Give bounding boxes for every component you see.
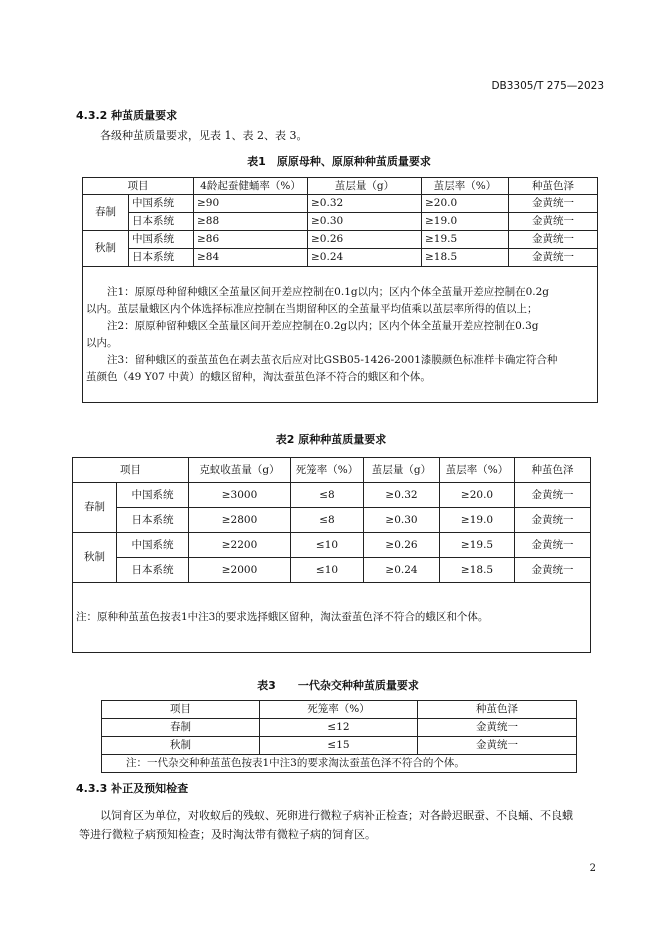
table-cell: ≥90: [194, 195, 308, 213]
table3-note: 注：一代杂交种种茧茧色按表1中注3的要求淘汰蚕茧色泽不符合的个体。: [102, 755, 577, 773]
table-cell: 金黄统一: [418, 719, 577, 737]
table1-note-line: 以内。茧层量蛾区内个体选择标准应控制在当期留种区的全茧量平均值乘以茧层率所得的值以上；: [86, 302, 538, 315]
table-cell: 金黄统一: [509, 249, 598, 267]
table3-header-row: [102, 701, 577, 719]
table-cell: ≥20.0: [440, 483, 515, 508]
table-cell: ≥0.24: [364, 558, 440, 583]
table1-note-line: 注1：原原母种留种蛾区全茧量区间开差应控制在0.1g以内；区内个体全茧量开差应控制在0.2g: [86, 285, 550, 298]
table-cell: 日本系统: [129, 213, 194, 231]
table-cell: ≥19.5: [422, 231, 509, 249]
table1-header-item: 项目: [83, 178, 194, 195]
table2-group-spring: 春制: [73, 483, 117, 533]
table3-note-row: [102, 755, 577, 773]
table-cell: 中国系统: [129, 231, 194, 249]
table-cell: 春制: [102, 719, 260, 737]
table-cell: ≥18.5: [422, 249, 509, 267]
table-row: [73, 558, 591, 583]
table-cell: 金黄统一: [515, 483, 591, 508]
table1-note-line: 以内。: [86, 336, 118, 349]
table-cell: 日本系统: [117, 508, 189, 533]
table1-header-col: 种茧色泽: [509, 178, 598, 195]
table1-header-col: 4龄起蚕健蛹率（%）: [194, 178, 308, 195]
table3-title: 表3 一代杂交种种茧质量要求: [257, 679, 419, 692]
table-cell: ≤8: [291, 483, 364, 508]
table2-note-row: [73, 583, 591, 653]
table1: [82, 177, 598, 403]
table2-header-col: 克蚁收茧量（g）: [189, 458, 291, 483]
table1-header-row: [83, 178, 598, 195]
table1-group-spring: 春制: [83, 195, 129, 231]
table-row: [73, 508, 591, 533]
table-cell: ≥86: [194, 231, 308, 249]
table-row: [73, 533, 591, 558]
table-cell: 金黄统一: [515, 533, 591, 558]
table2-header-col: 死笼率（%）: [291, 458, 364, 483]
table-cell: ≥19.0: [440, 508, 515, 533]
table-cell: ≥0.26: [364, 533, 440, 558]
table3-header-col: 项目: [102, 701, 260, 719]
table-cell: ≥0.32: [308, 195, 422, 213]
table2-header-col: 种茧色泽: [515, 458, 591, 483]
table-cell: 金黄统一: [509, 231, 598, 249]
table3-header-col: 种茧色泽: [418, 701, 577, 719]
section-432-intro: 各级种茧质量要求，见表 1、表 2、表 3。: [100, 129, 308, 142]
table-row: [83, 195, 598, 213]
table-cell: 金黄统一: [515, 558, 591, 583]
table-cell: ≥2000: [189, 558, 291, 583]
table-cell: ≥88: [194, 213, 308, 231]
table-row: [83, 249, 598, 267]
table-cell: 金黄统一: [509, 213, 598, 231]
table-row: [73, 483, 591, 508]
table-cell: ≤10: [291, 533, 364, 558]
table2-header-col: 茧层量（g）: [364, 458, 440, 483]
table2-group-autumn: 秋制: [73, 533, 117, 583]
table-cell: ≥0.32: [364, 483, 440, 508]
table-cell: ≥18.5: [440, 558, 515, 583]
table-cell: 日本系统: [117, 558, 189, 583]
section-433-body-line2: 等进行微粒子病预知检查；及时淘汰带有微粒子病的饲育区。: [79, 828, 376, 841]
table2-header-col: 茧层率（%）: [440, 458, 515, 483]
table2-header-item: 项目: [73, 458, 189, 483]
table-cell: 金黄统一: [509, 195, 598, 213]
table1-note-line: 注2：原原种留种蛾区全茧量区间开差应控制在0.2g以内；区内个体全茧量开差应控制在0.3g: [86, 319, 539, 332]
table-cell: ≥84: [194, 249, 308, 267]
table-cell: 日本系统: [129, 249, 194, 267]
table-cell: ≥0.30: [364, 508, 440, 533]
section-title-433: 4.3.3 补正及预知检查: [76, 782, 189, 795]
table-cell: 金黄统一: [515, 508, 591, 533]
table1-note-line: 茧颜色（49 Y07 中黄）的蛾区留种，淘汰蚕茧色泽不符合的蛾区和个体。: [86, 370, 431, 383]
table-cell: ≤15: [260, 737, 418, 755]
table-row: [102, 737, 577, 755]
section-433-body-line1: 以饲育区为单位，对收蚁后的残蚁、死卵进行微粒子病补正检查；对各龄迟眠蚕、不良蛹、不良蛾: [100, 809, 573, 822]
table2-note: 注：原种种茧茧色按表1中注3的要求选择蛾区留种，淘汰蚕茧色泽不符合的蛾区和个体。: [73, 583, 591, 653]
table1-group-autumn: 秋制: [83, 231, 129, 267]
table-row: [102, 719, 577, 737]
table1-title: 表1 原原母种、原原种种茧质量要求: [247, 155, 431, 168]
table-cell: 金黄统一: [418, 737, 577, 755]
table-cell: ≥19.0: [422, 213, 509, 231]
table2-header-row: [73, 458, 591, 483]
table-cell: ≤8: [291, 508, 364, 533]
doc-code: DB3305/T 275—2023: [491, 80, 604, 92]
table1-header-col: 茧层率（%）: [422, 178, 509, 195]
table3: [101, 700, 577, 773]
table2: [72, 457, 591, 653]
table-cell: ≥2800: [189, 508, 291, 533]
table-row: [83, 213, 598, 231]
table-cell: ≥0.26: [308, 231, 422, 249]
table-cell: ≥19.5: [440, 533, 515, 558]
table-cell: ≤10: [291, 558, 364, 583]
table3-header-col: 死笼率（%）: [260, 701, 418, 719]
table-cell: 中国系统: [117, 533, 189, 558]
table-cell: 中国系统: [129, 195, 194, 213]
table1-notes-row: [83, 267, 598, 403]
table-cell: 秋制: [102, 737, 260, 755]
table-cell: ≥20.0: [422, 195, 509, 213]
table-cell: ≥2200: [189, 533, 291, 558]
table1-notes: [83, 267, 598, 403]
table1-header-col: 茧层量（g）: [308, 178, 422, 195]
table-cell: 中国系统: [117, 483, 189, 508]
table2-title: 表2 原种种茧质量要求: [275, 433, 387, 446]
table-cell: ≤12: [260, 719, 418, 737]
page-number: 2: [589, 863, 596, 874]
table-cell: ≥0.30: [308, 213, 422, 231]
table-cell: ≥3000: [189, 483, 291, 508]
table-cell: ≥0.24: [308, 249, 422, 267]
table-row: [83, 231, 598, 249]
section-title-432: 4.3.2 种茧质量要求: [76, 109, 178, 122]
table1-note-line: 注3：留种蛾区的蚕茧茧色在剥去茧衣后应对比GSB05-1426-2001漆膜颜色标准样卡确定符合种: [86, 353, 558, 366]
